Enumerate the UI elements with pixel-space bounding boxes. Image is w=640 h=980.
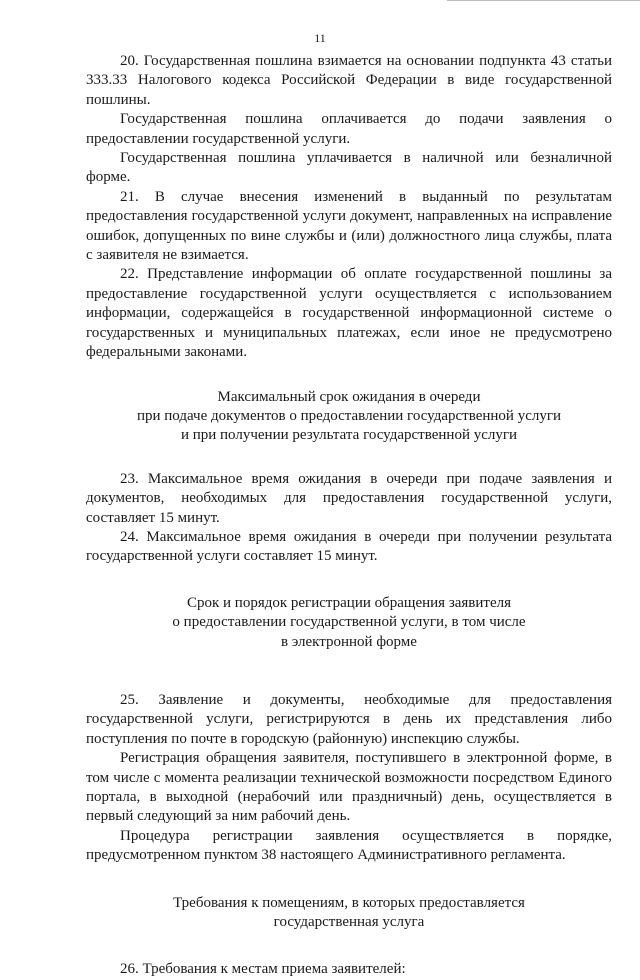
paragraph-21: 21. В случае внесения изменений в выданный по результатам предоставления государственной услуги документ, направленных на исправление ошибок, допущенных по вине службы и (или) должностного лица службы, плата с заявителя не взимается.: [86, 188, 612, 264]
page-number: 11: [314, 31, 326, 45]
heading-line: государственная услуга: [273, 914, 425, 931]
heading-line: Срок и порядок регистрации обращения заявителя: [186, 594, 512, 611]
paragraph-26: 26. Требования к местам приема заявителей:: [120, 961, 406, 978]
paragraph-fee-payment-form: Государственная пошлина уплачивается в наличной или безналичной форме.: [86, 150, 612, 186]
section-heading-premises: [86, 894, 612, 933]
paragraph-20: 20. Государственная пошлина взимается на основании подпункта 43 статьи 333.33 Налогового кодекса Российской Федерации в виде государственной пошлины.: [86, 53, 612, 108]
paragraph-25: 25. Заявление и документы, необходимые для предоставления государственной услуги, регистрируются в день их представления либо поступления по почте в городскую (районную) инспекцию службы.: [86, 691, 612, 747]
paragraph-24: 24. Максимальное время ожидания в очереди при получении результата государственной услуги составляет 15 минут.: [86, 528, 612, 565]
heading-line: Требования к помещениям, в которых предоставляется: [173, 894, 525, 911]
heading-line: Максимальный срок ожидания в очереди: [217, 388, 481, 405]
heading-line: в электронной форме: [281, 633, 417, 650]
paragraph-registration-procedure: Процедура регистрации заявления осуществляется в порядке, предусмотренном пунктом 38 настоящего Административного регламента.: [86, 827, 612, 864]
paragraph-fee-payment-time: Государственная пошлина оплачивается до подачи заявления о предоставлении государственной услуги.: [86, 111, 612, 147]
heading-line: при подаче документов о предоставлении государственной услуги: [136, 407, 562, 424]
section-heading-registration: [86, 594, 612, 652]
top-edge-line: [447, 0, 640, 1]
paragraph-23: 23. Максимальное время ожидания в очереди при подаче заявления и документов, необходимых для предоставления государственной услуги, составляет 15 минут.: [86, 470, 612, 526]
paragraph-22: 22. Представление информации об оплате государственной пошлины за предоставление государственной услуги осуществляется с использованием информации, содержащейся в государственной информационной системе о государственных и муниципальных платежах, если иное не предусмотрено федеральными законами.: [86, 266, 612, 361]
paragraph-electronic-registration: Регистрация обращения заявителя, поступившего в электронной форме, в том числе с момента реализации технической возможности посредством Единого портала, в выходной (нерабочий или праздничный) день, осуществляется в первый следующий за ним рабочий день.: [86, 750, 612, 825]
heading-line: о предоставлении государственной услуги, в том числе: [172, 614, 526, 631]
section-heading-queue-time: [86, 388, 612, 446]
heading-line: и при получении результата государственной услуги: [180, 427, 518, 444]
document-body: [86, 52, 612, 980]
